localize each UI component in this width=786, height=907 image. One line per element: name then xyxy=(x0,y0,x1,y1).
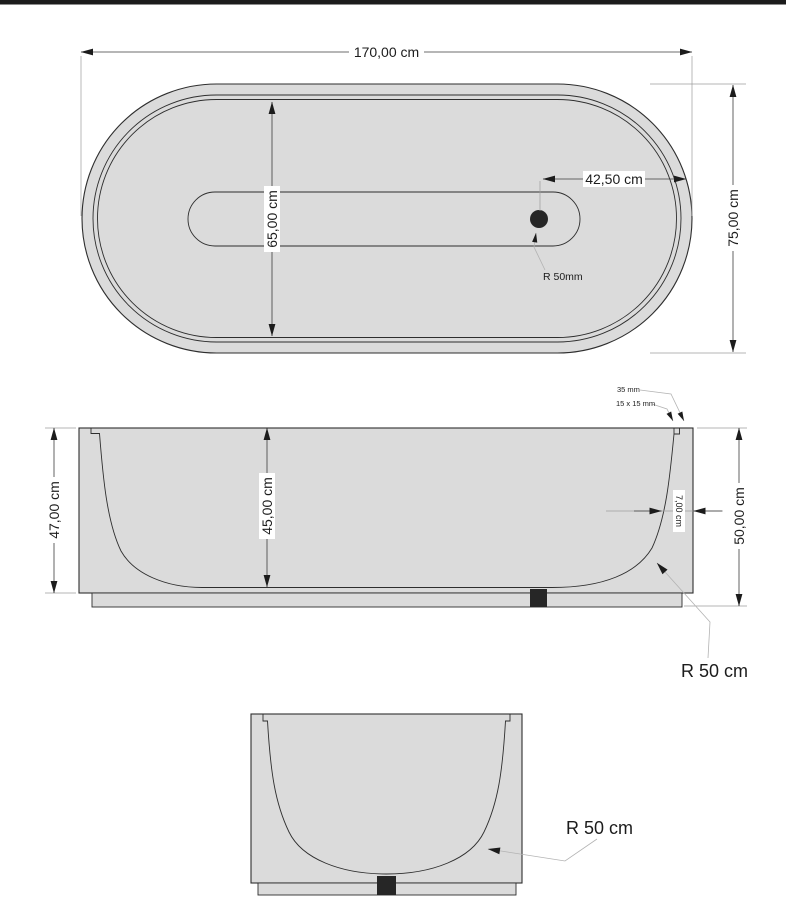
drain-hole xyxy=(530,210,548,228)
top-view xyxy=(81,44,746,353)
top-view-length-dim-label: 170,00 cm xyxy=(353,44,420,61)
front-view-body-height-dim-label: 47,00 cm xyxy=(46,481,63,539)
top-view-drain-offset-dim-label: 42,50 cm xyxy=(585,171,643,188)
front-view-rim-width-label: 35 mm xyxy=(617,385,640,394)
front-view-bottom-radius-label: R 50 cm xyxy=(681,661,749,681)
front-view xyxy=(45,385,748,681)
front-view-total-height-dim-label: 50,00 cm xyxy=(731,487,748,545)
side-view xyxy=(251,714,633,895)
tub-plinth-front xyxy=(92,593,682,607)
front-view-inner-depth-dim-label: 45,00 cm xyxy=(259,477,276,535)
tub-body-front xyxy=(79,428,693,593)
tub-body-side xyxy=(251,714,522,883)
front-view-wall-thickness-dim-label: 7,00 cm xyxy=(673,494,684,528)
top-view-inner-width-dim-label: 65,00 cm xyxy=(264,190,281,248)
side-view-bottom-radius-label: R 50 cm xyxy=(566,818,634,838)
top-view-width-dim-label: 75,00 cm xyxy=(725,189,742,247)
drain-side xyxy=(377,876,396,895)
front-view-notch-label: 15 x 15 mm xyxy=(616,399,656,408)
drain-radius-label: R 50mm xyxy=(543,271,583,283)
tub-outer-edge-plan xyxy=(82,84,692,353)
drain-front xyxy=(530,589,547,607)
